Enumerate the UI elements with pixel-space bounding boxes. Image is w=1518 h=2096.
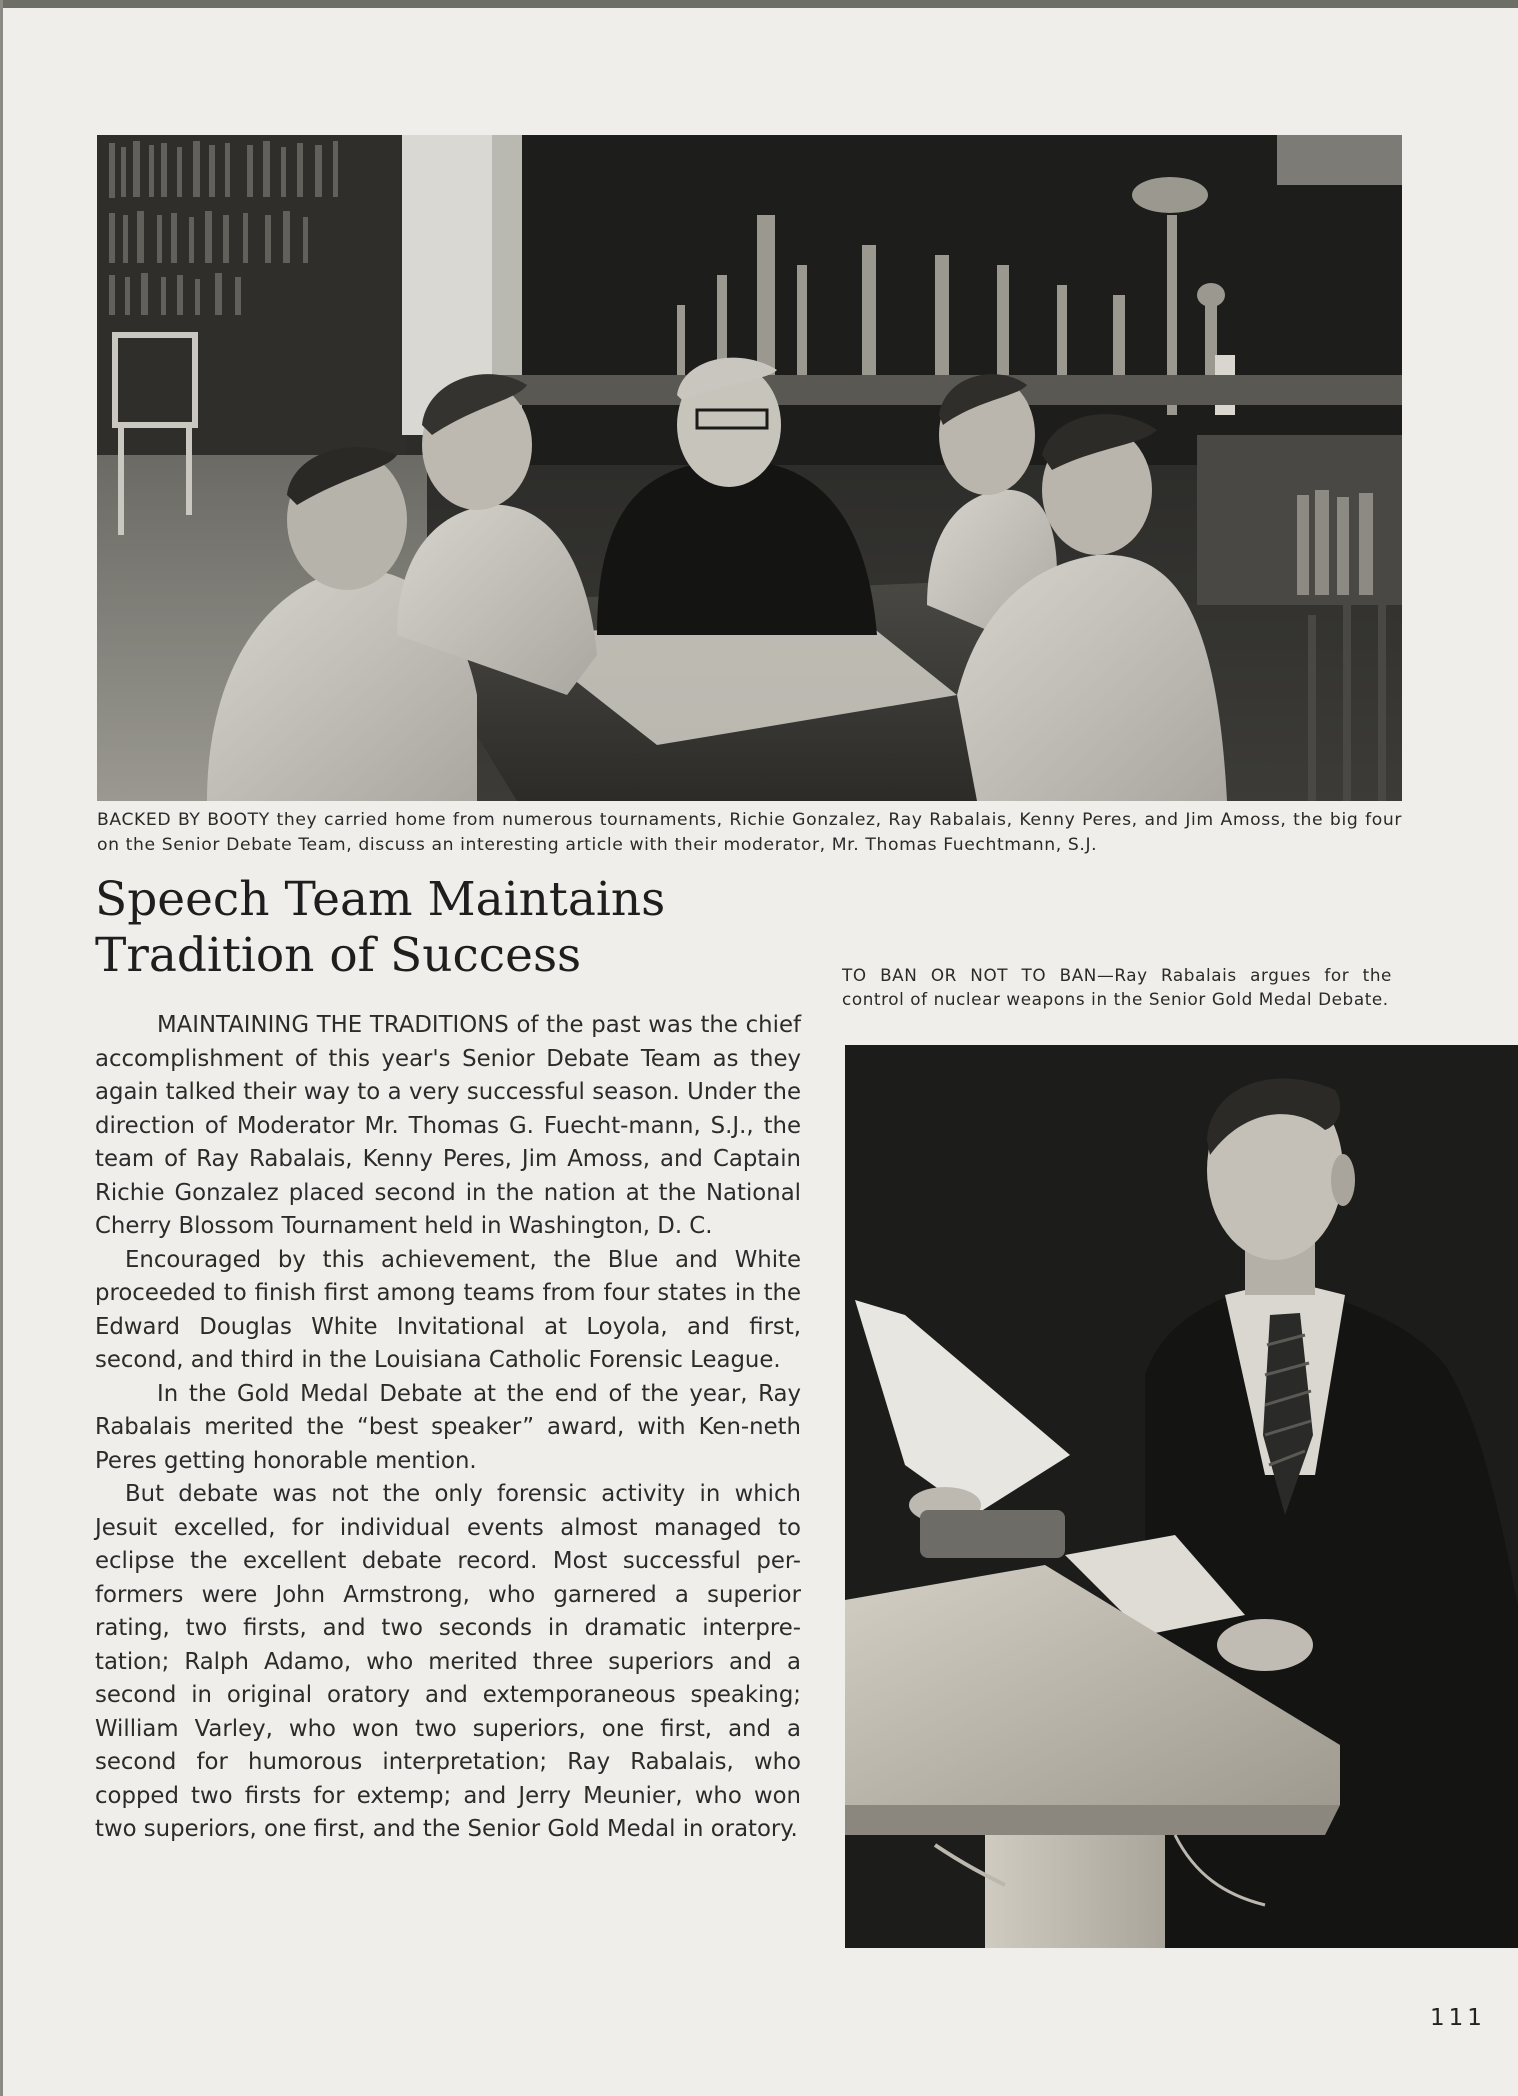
debate-team-photo [97,135,1402,801]
article-paragraph: In the Gold Medal Debate at the end of the year, Ray Rabalais merited the “best speaker” award, with Ken-neth Peres getting honorable mention. [95,1380,801,1474]
article-body [95,1009,801,1847]
headline-line-1: Speech Team Maintains [95,872,666,927]
headline-line-2: Tradition of Success [95,928,582,983]
photo-right-caption: TO BAN OR NOT TO BAN—Ray Rabalais argues for the control of nuclear weapons in the Senior Gold Medal Debate. [842,965,1392,1009]
page-edge [0,0,1518,8]
page-edge-left [0,0,3,2096]
photo-top-caption: BACKED BY BOOTY they carried home from numerous tournaments, Richie Gonzalez, Ray Rabalais, Kenny Peres, and Jim Amoss, the big four on the Senior Debate Team, discuss an interesting article with their moderator, Mr. Thomas Fuechtmann, S.J. [97,810,1402,855]
page-number: 111 [1430,2005,1486,2031]
article-paragraph: Encouraged by this achievement, the Blue and White proceeded to finish first among teams from four states in the Edward Douglas White Invitational at Loyola, and first, second, and third in the Louisiana Catholic Forensic League. [95,1246,801,1373]
article-paragraph: MAINTAINING THE TRADITIONS of the past was the chief accomplishment of this year's Senior Debate Team as they again talked their way to a very successful season. Under the direction of Moderator Mr. Thomas G. Fuecht-mann, S.J., the team of Ray Rabalais, Kenny Peres, Jim Amoss, and Captain Richie Gonzalez placed second in the nation at the National Cherry Blossom Tournament held in Washington, D. C. [95,1012,801,1239]
article-headline [95,872,855,984]
speaker-at-podium-photo [845,1045,1518,1948]
article-paragraph: But debate was not the only forensic activity in which Jesuit excelled, for individual events almost managed to eclipse the excellent debate record. Most successful per-formers were John Armstrong, who garnered a superior rating, two firsts, and two seconds in dramatic interpre-tation; Ralph Adamo, who merited three superiors and a second in original oratory and extemporaneous speaking; William Varley, who won two superiors, one first, and a second for humorous interpretation; Ray Rabalais, who copped two firsts for extemp; and Jerry Meunier, who won two superiors, one first, and the Senior Gold Medal in oratory. [95,1481,801,1842]
